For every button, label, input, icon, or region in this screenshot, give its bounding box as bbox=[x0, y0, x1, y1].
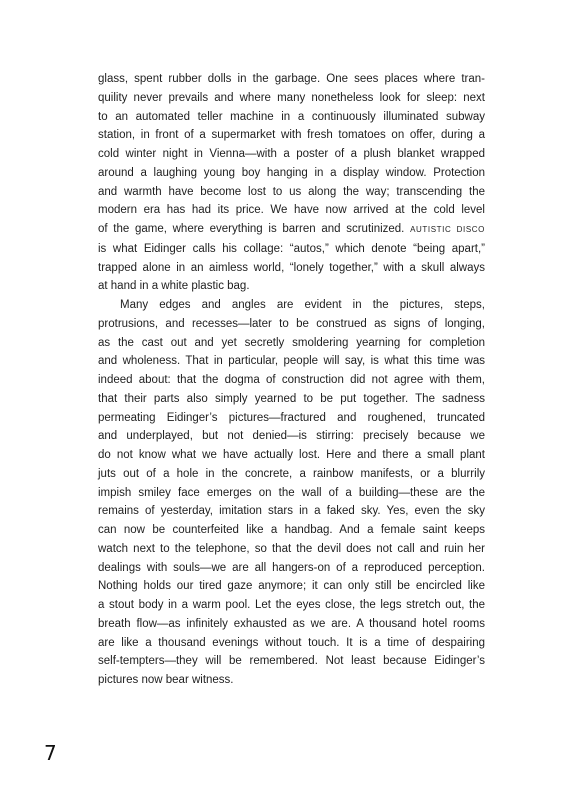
text-line: station, in front of a supermarket with fresh tomatoes on offer, during a bbox=[98, 129, 485, 142]
text-line: is what Eidinger calls his collage: “autos,” which denote “being apart,” bbox=[98, 242, 485, 255]
text-line: do not know what we have actually lost. Here and there a small plant bbox=[98, 449, 485, 461]
text-line: juts out of a hole in the concrete, a rainbow manifests, or a blurrily bbox=[98, 467, 485, 480]
text-line: quility never prevails and where many nonetheless look for sleep: next bbox=[98, 91, 485, 104]
body-text bbox=[98, 70, 485, 690]
text-line: indeed about: that the dogma of construction did not agree with them, bbox=[98, 374, 485, 386]
text-line: remains of yesterday, imitation stars in a faked sky. Yes, even the sky bbox=[98, 505, 485, 518]
text-line: are like a thousand evenings without touch. It is a time of despairing bbox=[98, 636, 485, 649]
paragraph-2 bbox=[98, 296, 485, 690]
text-line: and underplayed, but not denied—is stirring: precisely because we bbox=[98, 430, 485, 443]
text-line: pictures now bear witness. bbox=[98, 674, 234, 686]
text-line bbox=[98, 220, 485, 240]
text-segment: of the game, where everything is barren and scrutinized. bbox=[98, 223, 405, 235]
text-line: breath flow—as infinitely exhausted as we are. A thousand hotel rooms bbox=[98, 617, 485, 630]
text-line: trapped alone in an aimless world, “lonely together,” with a skull always bbox=[98, 261, 485, 274]
text-line: at hand in a white plastic bag. bbox=[98, 280, 250, 293]
text-line: a stout body in a warm pool. Let the eyes close, the legs stretch out, the bbox=[98, 599, 485, 611]
page-number: 7 bbox=[44, 741, 57, 765]
text-line: self-tempters—they will be remembered. Not least because Eidinger’s bbox=[98, 655, 485, 668]
text-line: impish smiley face emerges on the wall of a building—these are the bbox=[98, 486, 485, 499]
text-line: cold winter night in Vienna—with a poster of a plush blanket wrapped bbox=[98, 148, 485, 160]
text-line: and wholeness. That in particular, people will say, is what this time was bbox=[98, 355, 485, 368]
text-line: and warmth have become lost to us along the way; transcending the bbox=[98, 185, 485, 198]
text-line: Many edges and angles are evident in the pictures, steps, bbox=[120, 299, 485, 311]
text-line: around a laughing young boy hanging in a display window. Protection bbox=[98, 166, 485, 179]
text-line: permeating Eidinger’s pictures—fractured and roughened, truncated bbox=[98, 411, 485, 424]
text-line: Nothing holds our tired gaze anymore; it can only still be encircled like bbox=[98, 580, 485, 593]
collage-title: AUTISTIC DISCO bbox=[410, 225, 485, 234]
text-line: glass, spent rubber dolls in the garbage. One sees places where tran- bbox=[98, 73, 485, 85]
text-line: to an automated teller machine in a continuously illuminated subway bbox=[98, 110, 485, 123]
text-line: dealings with souls—we are all hangers-on of a reproduced perception. bbox=[98, 561, 485, 574]
text-line: as the cast out and yet secretly smoldering yearning for completion bbox=[98, 336, 485, 349]
paragraph-1 bbox=[98, 70, 485, 296]
text-line: watch next to the telephone, so that the devil does not call and ruin her bbox=[98, 542, 485, 555]
text-line: that their parts also simply yearned to be put together. The sadness bbox=[98, 392, 485, 405]
text-line: protrusions, and recesses—later to be construed as signs of longing, bbox=[98, 317, 485, 330]
text-line: can now be counterfeited like a handbag. And a female saint keeps bbox=[98, 524, 485, 536]
text-line: modern era has had its price. We have now arrived at the cold level bbox=[98, 204, 485, 217]
